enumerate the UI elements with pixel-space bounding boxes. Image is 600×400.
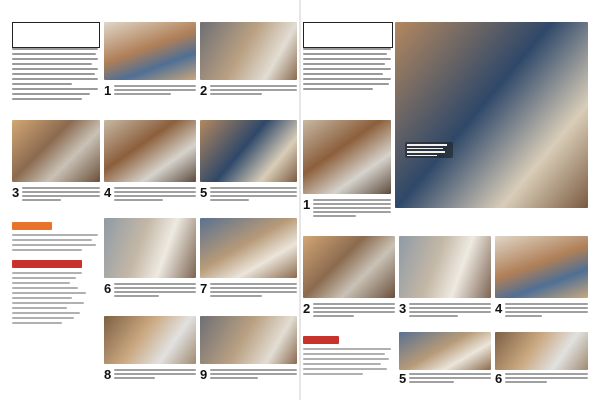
- step-number: 4: [495, 301, 503, 316]
- warning-tag: [303, 336, 339, 344]
- right-page-title: [303, 22, 393, 48]
- step-photo: [104, 316, 196, 364]
- step-number: 6: [495, 371, 503, 386]
- step-caption: [399, 372, 491, 385]
- left-page: [12, 22, 297, 390]
- left-page-title: [12, 22, 100, 48]
- step-caption: [495, 372, 588, 385]
- step-photo: [200, 316, 297, 364]
- right-intro-text: [303, 48, 391, 90]
- page-gutter: [299, 0, 301, 400]
- left-intro-text: [12, 48, 98, 100]
- step-number: 8: [104, 367, 112, 382]
- step-photo: [399, 236, 491, 298]
- step-number: 1: [303, 197, 311, 212]
- photo-callout: [405, 142, 453, 158]
- step-number: 4: [104, 185, 112, 200]
- step-caption: [200, 186, 297, 201]
- step-caption: [303, 198, 391, 217]
- hero-photo: [395, 22, 588, 208]
- step-photo: [200, 22, 297, 80]
- step-caption: [12, 186, 100, 201]
- step-number: 9: [200, 367, 208, 382]
- materials-tag: [12, 260, 82, 268]
- step-number: 2: [200, 83, 208, 98]
- step-caption: [399, 302, 491, 317]
- step-photo: [200, 120, 297, 182]
- step-number: 5: [399, 371, 407, 386]
- step-number: 5: [200, 185, 208, 200]
- step-caption: [200, 282, 297, 297]
- step-photo: [104, 120, 196, 182]
- step-photo: [303, 120, 391, 194]
- step-caption: [104, 186, 196, 201]
- step-caption: [104, 84, 196, 97]
- step-photo: [399, 332, 491, 370]
- step-caption: [104, 282, 196, 297]
- step-photo: [200, 218, 297, 278]
- step-photo: [104, 22, 196, 80]
- step-caption: [200, 84, 297, 97]
- step-caption: [303, 302, 395, 317]
- sidebar-tag: [12, 222, 52, 230]
- step-caption: [495, 302, 588, 317]
- step-photo: [495, 332, 588, 370]
- step-number: 7: [200, 281, 208, 296]
- warning-text: [303, 348, 391, 375]
- step-photo: [495, 236, 588, 298]
- step-photo: [104, 218, 196, 278]
- step-caption: [104, 368, 196, 381]
- step-number: 6: [104, 281, 112, 296]
- materials-list: [12, 272, 98, 324]
- step-caption: [200, 368, 297, 381]
- step-number: 3: [399, 301, 407, 316]
- step-number: 3: [12, 185, 20, 200]
- step-photo: [12, 120, 100, 182]
- step-number: 1: [104, 83, 112, 98]
- sidebar-text: [12, 234, 98, 251]
- step-number: 2: [303, 301, 311, 316]
- step-photo: [303, 236, 395, 298]
- right-page: [303, 22, 588, 390]
